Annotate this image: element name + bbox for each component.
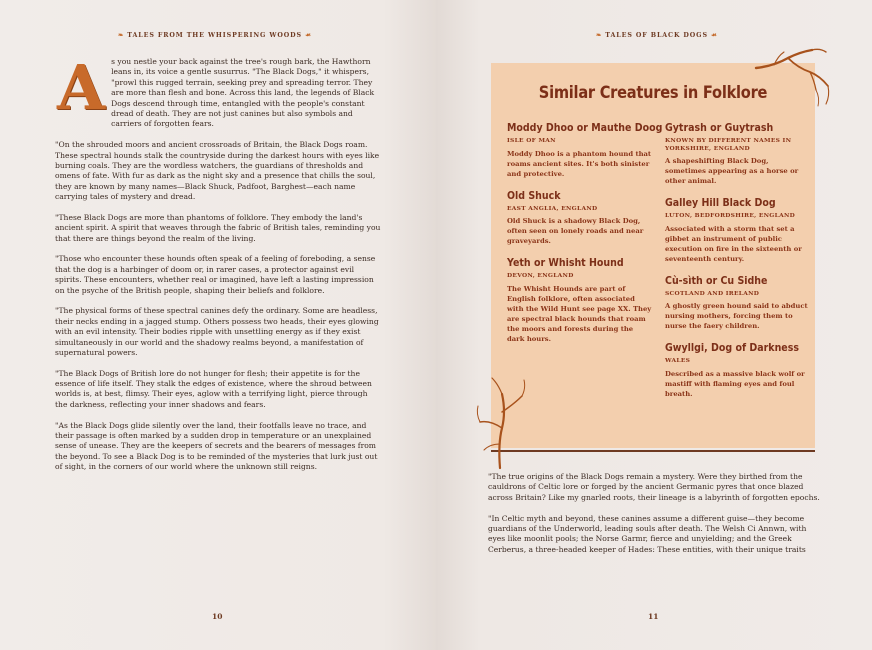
creature-entry — [665, 341, 810, 399]
paragraph: "The Black Dogs of British lore do not hunger for flesh; their appetite is for the essence of life itself. They stalk the edges of existence, where the shroud between worlds is, at best, flimsy. Their eyes, aglow with a terrifying light, pierce through the darkness, reflecting your inner shadows and fears. — [55, 368, 372, 409]
paragraph: "The physical forms of these spectral canines defy the ordinary. Some are headless, their necks ending in a jagged stump. Others possess two heads, their eyes glowing with an evil intensity. Their bodies ripple with unsettling energy as if they exist simultaneously in our world and the shadowy realms beyond, a manifestation of supernatural powers. — [55, 306, 379, 357]
paragraph: "In Celtic myth and beyond, these canines assume a different guise—they become guardians of the Underworld, leading souls after death. The Welsh Ci Annwn, with eyes like moonlit pools; the Norse Garmr, fierce and unyielding; and the Greek Cerberus, a three-headed keeper of Hades: These entities, with their unique traits — [488, 513, 807, 554]
creature-description: The Whisht Hounds are part of English folklore, often associated with the Wild Hunt see page XX. They are spectral black hounds that roam the moors and forests during the dark hours. — [507, 284, 652, 343]
creature-description: Old Shuck is a shadowy Black Dog, often seen on lonely roads and near graveyards. — [507, 217, 644, 245]
paragraph: "As the Black Dogs glide silently over the land, their footfalls leave no trace, and their passage is often marked by a sudden drop in temperature or an unexplained sense of unease. They are the keepers of secrets and the bearers of messages from the beyond. To see a Black Dog is to be reminded of the mysteries that lurk just out of sight, in the corners of our world where the unknown still reigns. — [55, 420, 378, 472]
creature-region: KNOWN BY DIFFERENT NAMES IN YORKSHIRE, ENGLAND — [665, 137, 792, 152]
creature-name: Old Shuck — [507, 188, 561, 202]
creature-entry — [507, 189, 652, 247]
creature-region: ISLE OF MAN — [507, 137, 556, 144]
creature-name: Gytrash or Guytrash — [665, 121, 774, 134]
leaf-ornament-icon: ❧ — [118, 32, 125, 39]
creature-region: EAST ANGLIA, ENGLAND — [507, 204, 598, 212]
drop-cap: A — [57, 51, 106, 124]
paragraph: "The true origins of the Black Dogs remain a mystery. Were they birthed from the cauldrons of Celtic lore or forged by the ancient Germanic pyres that once blazed across Britain? Like my gnarled roots, their lineage is a labyrinth of forgotten epochs. — [488, 472, 820, 502]
creature-entry — [507, 256, 652, 344]
paragraph: As you nestle your back against the tree's rough bark, the Hawthorn leans in, its voice a gentle susurrus. "The Black Dogs," it whispers, "prowl this rugged terrain, seeking prey and spreading terror. They are more than flesh and bone. Across this land, the legends of Black Dogs descend through time, entangled with the people's constant dread of death. They are not just canines but also symbols and carriers of forgotten fears. — [57, 51, 375, 129]
leaf-ornament-icon: ☙ — [711, 32, 718, 39]
creature-entry — [665, 121, 810, 186]
creature-description: A shapeshifting Black Dog, sometimes appearing as a horse or other animal. — [665, 157, 799, 185]
running-head-right: ❧ TALES OF BLACK DOGS ☙ — [596, 32, 718, 39]
creature-name: Galley Hill Black Dog — [665, 196, 776, 209]
creature-region: DEVON, ENGLAND — [507, 272, 574, 279]
branch-icon — [472, 374, 532, 470]
creature-name: Yeth or Whisht Hound — [507, 256, 624, 269]
creature-region: LUTON, BEDFORDSHIRE, ENGLAND — [665, 212, 796, 219]
running-head-left: ❧ TALES FROM THE WHISPERING WOODS ☙ — [118, 32, 312, 39]
page-number-left: 10 — [212, 612, 223, 621]
box-title: Similar Creatures in Folklore — [538, 83, 768, 103]
page-number-right: 11 — [648, 612, 659, 621]
paragraph: "Those who encounter these hounds often speak of a feeling of foreboding, a sense that the dog is a harbinger of doom or, in rarer cases, a protector against evil spirits. These encounters, whether real or imagined, have left a lasting impression on the psyche of the British people, shaping their beliefs and folklore. — [55, 254, 376, 295]
leaf-ornament-icon: ❧ — [596, 32, 603, 39]
right-page — [436, 0, 872, 650]
column-left — [507, 121, 663, 354]
paragraph: "These Black Dogs are more than phantoms of folklore. They embody the land's ancient spirit. A spirit that weaves through the fabric of British tales, reminding you that there are things beyond the realm of the living. — [55, 212, 381, 243]
left-body-text — [55, 51, 381, 483]
paragraph: "On the shrouded moors and ancient crossroads of Britain, the Black Dogs roam. These spectral hounds stalk the countryside during the darkest hours with eyes like burning coals. They are the wordless watchers, the guardians of thresholds and omens of fate. With fur as dark as the night sky and a presence that chills the soul, they are known by many names—Black Shuck, Padfoot, Barghest—each name carrying tales of mystery and dread. — [55, 140, 380, 202]
creature-region: SCOTLAND AND IRELAND — [665, 289, 760, 297]
sidebar-box — [491, 63, 815, 448]
creature-entry — [507, 121, 663, 179]
column-right — [665, 121, 810, 409]
creature-name: Moddy Dhoo or Mauthe Doog — [507, 121, 663, 134]
creature-name: Gwyllgi, Dog of Darkness — [665, 341, 799, 354]
creature-region: WALES — [665, 357, 691, 364]
branch-icon — [754, 46, 834, 116]
creature-description: Associated with a storm that set a gibbet an instrument of public execution on fire in the sixteenth or seventeenth century. — [665, 224, 802, 263]
creature-name: Cù-sìth or Cu Sidhe — [665, 273, 768, 287]
box-underline — [491, 450, 815, 452]
right-body-text — [488, 472, 822, 565]
creature-entry — [665, 274, 810, 332]
creature-description: Moddy Dhoo is a phantom hound that roams ancient sites. It's both sinister and protective. — [507, 149, 652, 178]
leaf-ornament-icon: ☙ — [305, 32, 312, 39]
creature-description: A ghostly green hound said to abduct nursing mothers, forcing them to nurse the faery children. — [665, 302, 808, 330]
creature-description: Described as a massive black wolf or mastiff with flaming eyes and foul breath. — [665, 369, 805, 398]
creature-entry — [665, 196, 810, 264]
